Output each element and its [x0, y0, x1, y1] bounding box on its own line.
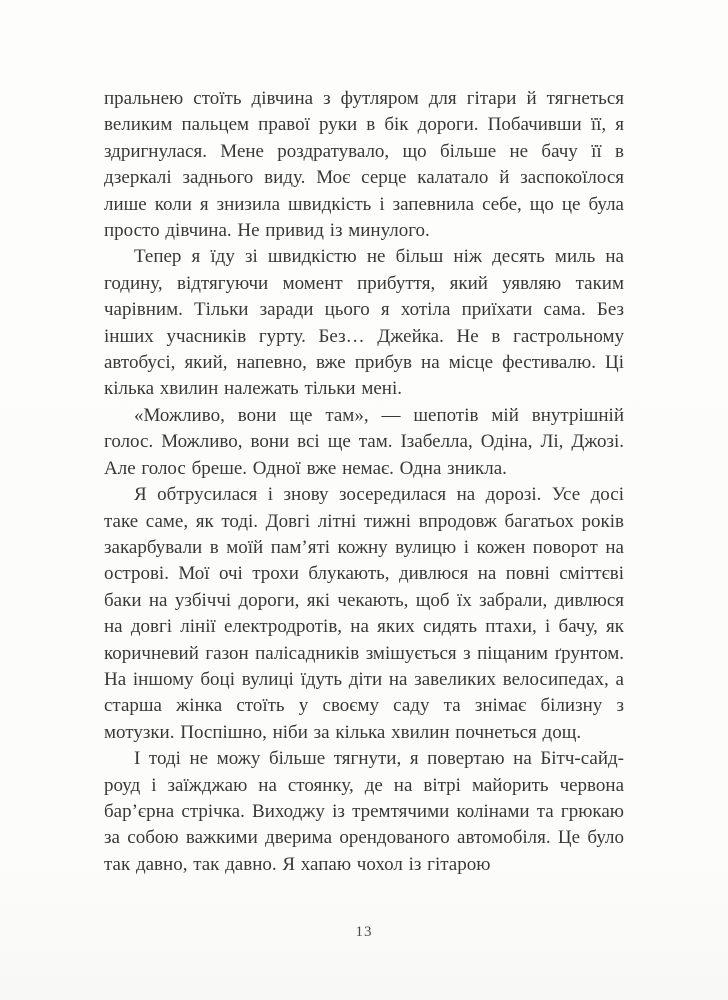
page-number: 13 — [355, 924, 373, 940]
paragraph-2: Тепер я їду зі швидкістю не більш ніж десять миль на годину, відтягуючи момент прибуття, який уявляю таким чарівним. Тільки заради цього я хотіла приїхати сама. Без інших учасників гурту. Без… Джейка. Не в гастрольному автобусі, який, напевно, вже прибув на місце фестивалю. Ці кілька хвилин належать тільки мені. — [104, 246, 624, 400]
paragraph-5: І тоді не можу більше тягнути, я повертаю на Бітч-сайд-роуд і заїжджаю на стоянку, де на вітрі майорить червона бар’єрна стрічка. Виходжу із тремтячими колінами та грюкаю за собою важкими дверима орендованого автомобіля. Це було так давно, так давно. Я хапаю чохол із гітарою — [104, 748, 624, 875]
paragraph-4: Я обтрусилася і знову зосередилася на дорозі. Усе досі таке саме, як тоді. Довгі літні тижні впродовж багатьох років закарбували в моїй пам’яті кожну вулицю і кожен поворот на острові. Мої очі трохи блукають, дивлюся на повні сміттєві баки на узбіччі дороги, які чекають, щоб їх забрали, дивлюся на довгі лінії електродротів, на яких сидять птахи, і бачу, як коричневий газон палісадників змішується з піщаним ґрунтом. На іншому боці вулиці їдуть діти на завеликих велосипедах, а старша жінка стоїть у своєму саду та знімає білизну з мотузки. Поспішно, ніби за кілька хвилин почнеться дощ. — [104, 484, 624, 743]
paragraph-3: «Можливо, вони ще там», — шепотів мій внутрішній голос. Можливо, вони всі ще там. Ізабелла, Одіна, Лі, Джозі. Але голос бреше. Одної вже немає. Одна зникла. — [104, 404, 624, 479]
page-text-block — [104, 86, 624, 878]
paragraph-1: пральнею стоїть дівчина з футляром для гітари й тягнеться великим пальцем правої руки в бік дороги. Побачивши її, я здригнулася. Мене роздратувало, що більше не бачу її в дзеркалі заднього виду. Моє серце калатало й заспокоїлося лише коли я знизила швидкість і запевнила себе, що це була просто дівчина. Не привид із минулого. — [104, 88, 624, 242]
